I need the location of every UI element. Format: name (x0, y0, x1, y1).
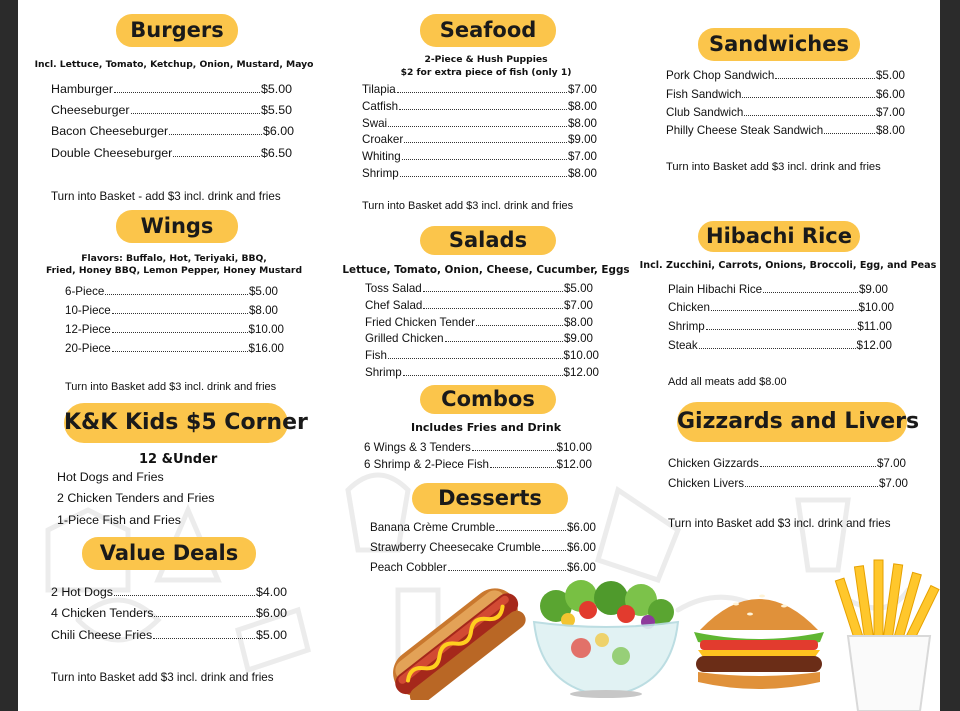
salad-bowl-icon (526, 576, 686, 700)
hot-dog-icon (378, 578, 528, 700)
menu-item: Bacon Cheeseburger $6.00 (51, 124, 294, 138)
value-deals-heading: Value Deals (82, 537, 256, 570)
kids-age-subtitle: 12 &Under (139, 452, 218, 467)
menu-item: Whiting $7.00 (362, 150, 597, 163)
menu-item: Toss Salad $5.00 (365, 282, 593, 295)
salads-heading: Salads (420, 226, 556, 255)
menu-item: Tilapia $7.00 (362, 83, 597, 96)
seafood-note-line1: 2-Piece & Hush Puppies (424, 54, 548, 65)
menu-item: Catfish $8.00 (362, 100, 597, 113)
wings-flavors-line1: Flavors: Buffalo, Hot, Teriyaki, BBQ, (81, 253, 267, 264)
seafood-basket-note: Turn into Basket add $3 incl. drink and fries (362, 200, 574, 212)
fries-icon (826, 558, 940, 711)
menu-item: Croaker $9.00 (362, 133, 597, 146)
kids-corner-heading: K&K Kids $5 Corner (64, 403, 288, 443)
wings-flavors-line2: Fried, Honey BBQ, Lemon Pepper, Honey Mustard (45, 265, 303, 276)
wings-basket-note: Turn into Basket add $3 incl. drink and fries (65, 381, 277, 393)
menu-item: Chef Salad $7.00 (365, 299, 593, 312)
kids-item: 1-Piece Fish and Fries (57, 513, 181, 527)
menu-item: Philly Cheese Steak Sandwich $8.00 (666, 124, 905, 137)
burgers-basket-note: Turn into Basket - add $3 incl. drink and fries (51, 190, 281, 203)
menu-item: Chili Cheese Fries $5.00 (51, 628, 287, 642)
burgers-heading: Burgers (116, 14, 238, 47)
menu-item: 20-Piece $16.00 (65, 342, 284, 355)
menu-item: Plain Hibachi Rice $9.00 (668, 283, 888, 296)
menu-item: Peach Cobbler $6.00 (370, 561, 596, 574)
gizzards-basket-note: Turn into Basket add $3 incl. drink and fries (668, 517, 891, 530)
salads-ingredients-note: Lettuce, Tomato, Onion, Cheese, Cucumber, Eggs (342, 264, 630, 276)
menu-item: Hamburger $5.00 (51, 82, 292, 96)
menu-item: Strawberry Cheesecake Crumble $6.00 (370, 541, 596, 554)
menu-item: Cheeseburger $5.50 (51, 103, 292, 117)
menu-item: Steak $12.00 (668, 339, 892, 352)
menu-item: Fish Sandwich $6.00 (666, 88, 905, 101)
menu-item: Chicken Livers $7.00 (668, 477, 908, 490)
value-basket-note: Turn into Basket add $3 incl. drink and fries (51, 671, 274, 684)
combos-subtitle: Includes Fries and Drink (410, 421, 562, 434)
menu-item: Shrimp $11.00 (668, 320, 892, 333)
seafood-note-line2: $2 for extra piece of fish (only 1) (400, 67, 572, 78)
burgers-toppings-note: Incl. Lettuce, Tomato, Ketchup, Onion, Mustard, Mayo (34, 59, 314, 70)
gizzards-livers-heading: Gizzards and Livers (677, 402, 907, 442)
menu-item: 2 Hot Dogs $4.00 (51, 585, 287, 599)
sandwiches-heading: Sandwiches (698, 28, 860, 61)
menu-item: Shrimp $8.00 (362, 167, 597, 180)
menu-item: Club Sandwich $7.00 (666, 106, 905, 119)
menu-item: Grilled Chicken $9.00 (365, 332, 593, 345)
wings-heading: Wings (116, 210, 238, 243)
menu-page (18, 0, 940, 711)
menu-item: Banana Crème Crumble $6.00 (370, 521, 596, 534)
menu-item: 12-Piece $10.00 (65, 323, 284, 336)
hibachi-heading: Hibachi Rice (698, 221, 860, 252)
hibachi-veggies-note: Incl. Zucchini, Carrots, Onions, Broccoli, Egg, and Peas (639, 260, 937, 271)
menu-item: Fried Chicken Tender $8.00 (365, 316, 593, 329)
menu-item: 6 Wings & 3 Tenders $10.00 (364, 441, 592, 454)
menu-item: Chicken Gizzards $7.00 (668, 457, 906, 470)
combos-heading: Combos (420, 385, 556, 414)
hibachi-addon-note: Add all meats add $8.00 (668, 376, 787, 388)
menu-item: 4 Chicken Tenders $6.00 (51, 606, 287, 620)
desserts-heading: Desserts (412, 483, 568, 514)
menu-item: 6 Shrimp & 2-Piece Fish $12.00 (364, 458, 592, 471)
seafood-heading: Seafood (420, 14, 556, 47)
burger-icon (684, 580, 834, 698)
menu-item: Fish $10.00 (365, 349, 599, 362)
menu-item: Double Cheeseburger $6.50 (51, 146, 292, 160)
menu-item: Pork Chop Sandwich $5.00 (666, 69, 905, 82)
kids-item: Hot Dogs and Fries (57, 470, 164, 484)
menu-item: Swai $8.00 (362, 117, 597, 130)
menu-item: Chicken $10.00 (668, 301, 894, 314)
kids-item: 2 Chicken Tenders and Fries (57, 491, 215, 505)
menu-item: 10-Piece $8.00 (65, 304, 278, 317)
menu-item: Shrimp $12.00 (365, 366, 599, 379)
menu-item: 6-Piece $5.00 (65, 285, 278, 298)
sandwiches-basket-note: Turn into Basket add $3 incl. drink and fries (666, 161, 881, 173)
